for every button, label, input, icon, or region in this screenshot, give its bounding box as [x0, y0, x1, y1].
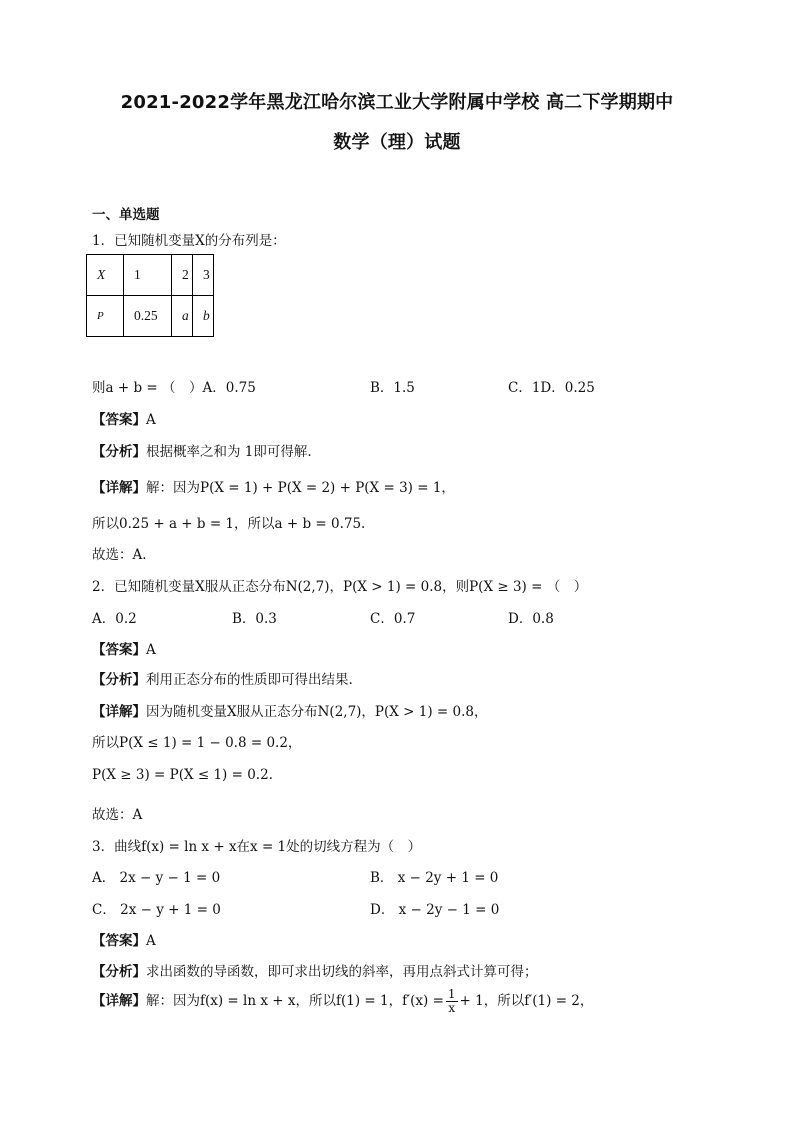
q1-conclusion: 故选：A. — [92, 547, 147, 563]
answer-value: A — [146, 933, 156, 949]
answer-value: A — [146, 412, 156, 428]
table-cell: 2 — [172, 255, 193, 296]
q2-detail-line-2: 所以P(X ≤ 1) = 1 − 0.8 = 0.2， — [92, 735, 302, 751]
q1-detail-line-2: 所以0.25 + a + b = 1，所以a + b = 0.75. — [92, 516, 366, 532]
q2-detail — [92, 700, 488, 720]
q1-stem: 1．已知随机变量X的分布列是： — [92, 233, 286, 249]
detail-text: 解：因为P(X = 1) + P(X = 2) + P(X = 3) = 1， — [146, 480, 455, 496]
document-title-line-2: 数学（理）试题 — [333, 132, 461, 153]
q3-answer — [92, 929, 156, 949]
table-cell: X — [87, 255, 124, 296]
table-cell: a — [172, 296, 193, 337]
q1-option-c-d: C．1D．0.25 — [508, 380, 595, 396]
q2-analysis — [92, 668, 353, 688]
analysis-text: 利用正态分布的性质即可得出结果. — [146, 672, 353, 688]
answer-value: A — [146, 642, 156, 658]
q2-stem: 2．已知随机变量X服从正态分布N(2,7)，P(X > 1) = 0.8，则P(X ≥ 3) = （ ） — [92, 579, 588, 595]
q1-detail — [92, 476, 455, 496]
section-heading: 一、单选题 — [92, 207, 160, 223]
analysis-tag: 【分析】 — [92, 964, 146, 980]
q3-detail — [92, 988, 593, 1015]
table-cell: b — [193, 296, 214, 337]
document-title-line-1: 2021-2022学年黑龙江哈尔滨工业大学附属中学校 高二下学期期中 — [120, 92, 674, 113]
fraction — [446, 988, 458, 1015]
detail-text: 解：因为f(x) = ln x + x，所以f(1) = 1，f′(x) = — [146, 993, 444, 1009]
detail-tag: 【详解】 — [92, 480, 146, 496]
detail-text: 因为随机变量X服从正态分布N(2,7)，P(X > 1) = 0.8， — [146, 704, 488, 720]
detail-tag: 【详解】 — [92, 993, 146, 1009]
answer-tag: 【答案】 — [92, 412, 146, 428]
q2-option-a: A．0.2 — [92, 611, 137, 627]
q3-stem: 3．曲线f(x) = ln x + x在x = 1处的切线方程为（ ） — [92, 839, 422, 855]
fraction-numerator: 1 — [447, 987, 456, 1001]
q2-conclusion: 故选：A — [92, 807, 143, 823]
q3-option-d: D． x − 2y − 1 = 0 — [370, 902, 500, 918]
detail-tag: 【详解】 — [92, 704, 146, 720]
analysis-tag: 【分析】 — [92, 672, 146, 688]
q2-answer — [92, 638, 156, 658]
fraction-denominator: x — [448, 1001, 456, 1015]
analysis-tag: 【分析】 — [92, 444, 146, 460]
q1-ask-with-option-a: 则a + b = （ ）A．0.75 — [92, 380, 256, 396]
table-cell: 1 — [124, 255, 172, 296]
distribution-table — [86, 254, 214, 337]
analysis-text: 求出函数的导函数，即可求出切线的斜率，再用点斜式计算可得； — [146, 964, 538, 980]
q1-answer — [92, 408, 156, 428]
q3-option-c: C． 2x − y + 1 = 0 — [92, 902, 221, 918]
table-cell: 0.25 — [124, 296, 172, 337]
q3-option-b: B． x − 2y + 1 = 0 — [370, 870, 499, 886]
q3-option-a: A． 2x − y − 1 = 0 — [92, 870, 221, 886]
table-row — [87, 255, 214, 296]
q1-analysis — [92, 440, 312, 460]
q3-analysis — [92, 960, 538, 980]
q2-option-d: D．0.8 — [508, 611, 554, 627]
table-row — [87, 296, 214, 337]
answer-tag: 【答案】 — [92, 933, 146, 949]
q2-option-c: C．0.7 — [370, 611, 416, 627]
detail-text-continued: + 1，所以f′(1) = 2， — [459, 993, 594, 1009]
table-cell: 3 — [193, 255, 214, 296]
q2-detail-line-3: P(X ≥ 3) = P(X ≤ 1) = 0.2. — [92, 767, 273, 783]
table-cell: P — [87, 296, 124, 337]
analysis-text: 根据概率之和为 1即可得解. — [146, 444, 312, 460]
q1-option-b: B．1.5 — [370, 380, 415, 396]
q2-option-b: B．0.3 — [232, 611, 277, 627]
answer-tag: 【答案】 — [92, 642, 146, 658]
